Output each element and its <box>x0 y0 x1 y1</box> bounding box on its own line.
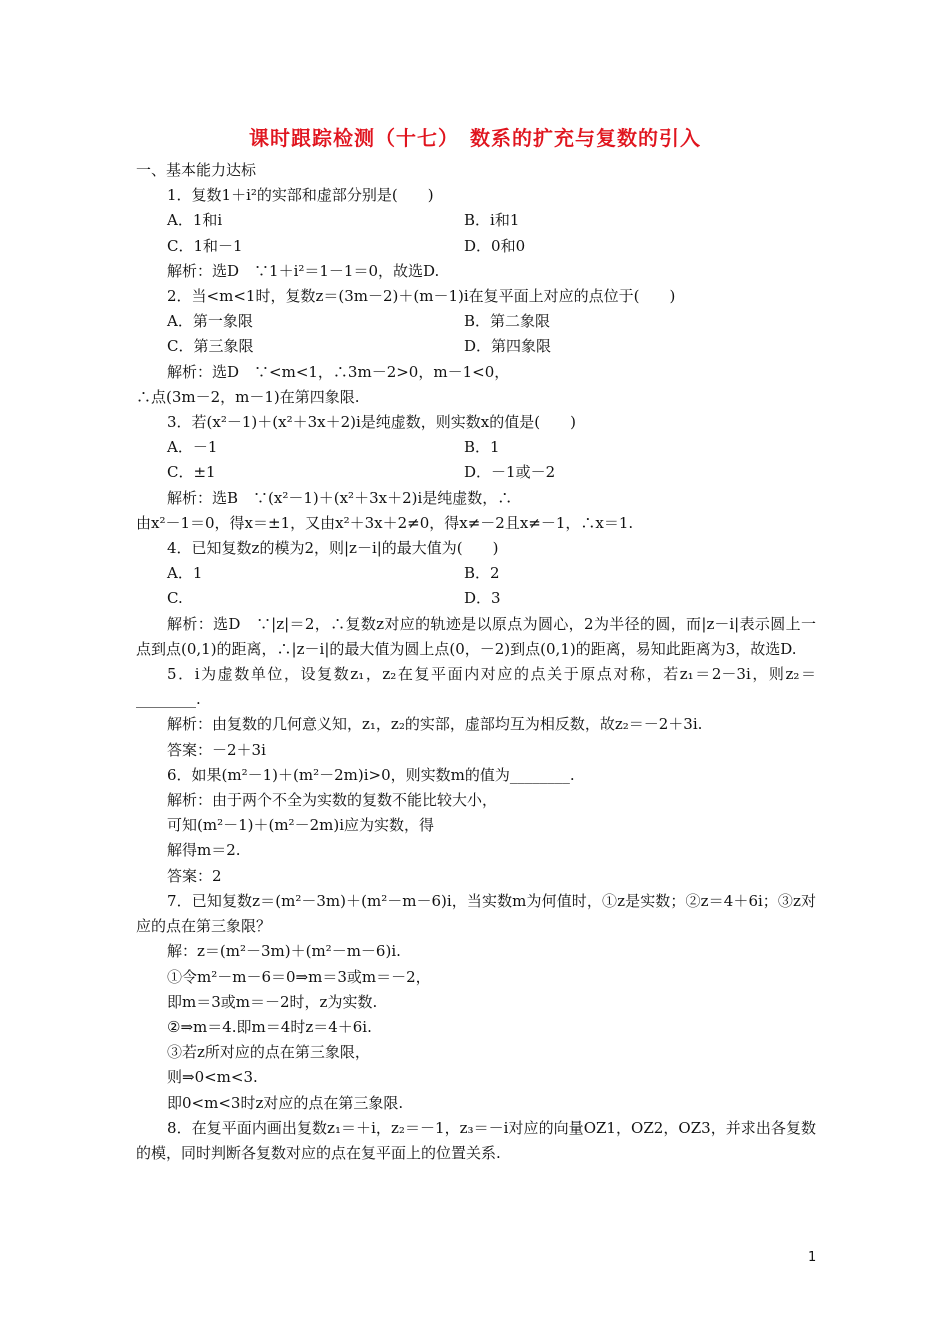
question-2-options-row-1 <box>136 309 816 334</box>
section-heading: 一、基本能力达标 <box>136 161 257 179</box>
question-4-options-row-2 <box>136 586 816 611</box>
question-4-solution: 解析：选D ∵|z|＝2，∴复数z对应的轨迹是以原点为圆心，2为半径的圆，而|z－i|表示圆上一点到点(0,1)的距离，∴|z－i|的最大值为圆上点(0，－2)到点(0,1)的距离，易知此距离为3，故选D. <box>136 614 816 658</box>
option-d: D．3 <box>464 589 501 608</box>
question-7-step-5: ③若z所对应的点在第三象限， <box>167 1043 370 1062</box>
question-7-step-4: ②⇒m＝4.即m＝4时z＝4＋6i. <box>167 1017 372 1036</box>
option-c: C. <box>167 589 183 608</box>
option-a: A．1和i <box>167 211 223 230</box>
question-3-solution-cont: 由x²－1＝0，得x＝±1，又由x²＋3x＋2≠0，得x≠－2且x≠－1，∴x＝1. <box>136 513 634 532</box>
option-c: C．第三象限 <box>167 337 254 356</box>
question-2-solution: 解析：选D ∵<m<1，∴3m－2>0，m－1<0， <box>167 362 510 381</box>
question-3-stem: 3．若(x²－1)＋(x²＋3x＋2)i是纯虚数，则实数x的值是( ) <box>167 413 576 432</box>
option-d: D．第四象限 <box>464 337 552 356</box>
option-c: C．1和－1 <box>167 236 243 255</box>
question-6-solution: 解析：由于两个不全为实数的复数不能比较大小， <box>167 791 498 810</box>
option-d: D．0和0 <box>464 236 526 255</box>
option-c: C．±1 <box>167 463 216 482</box>
question-4-options-row-1 <box>136 561 816 586</box>
option-a: A．－1 <box>167 438 218 457</box>
question-7-step-2: ①令m²－m－6＝0⇒m＝3或m＝－2， <box>167 967 431 986</box>
question-6-answer: 答案：2 <box>167 866 222 885</box>
option-b: B．第二象限 <box>464 312 551 331</box>
question-2-stem: 2．当<m<1时，复数z＝(3m－2)＋(m－1)i在复平面上对应的点位于( ) <box>167 287 676 306</box>
option-b: B．i和1 <box>464 211 520 230</box>
question-5-stem: 5．i为虚数单位，设复数z₁，z₂在复平面内对应的点关于原点对称，若z₁＝2－3i，则z₂＝________. <box>136 665 816 709</box>
page-title: 课时跟踪检测（十七） 数系的扩充与复数的引入 <box>249 126 701 150</box>
option-b: B．2 <box>464 564 500 583</box>
question-1-options-row-1 <box>136 208 816 233</box>
question-3-options-row-2 <box>136 460 816 485</box>
question-5-answer: 答案：－2＋3i <box>167 740 266 759</box>
option-a: A．1 <box>167 564 203 583</box>
option-b: B．1 <box>464 438 500 457</box>
question-2-solution-cont: ∴点(3m－2，m－1)在第四象限. <box>136 387 360 406</box>
question-6-solution-3: 解得m＝2. <box>167 841 241 860</box>
question-3-options-row-1 <box>136 435 816 460</box>
question-1-solution: 解析：选D ∵1＋i²＝1－1＝0，故选D. <box>167 261 440 280</box>
question-6-solution-2: 可知(m²－1)＋(m²－2m)i应为实数，得 <box>167 816 434 835</box>
option-a: A．第一象限 <box>167 312 253 331</box>
question-7-step-3: 即m＝3或m＝－2时，z为实数. <box>167 992 378 1011</box>
question-7-step-6: 则⇒0<m<3. <box>167 1068 258 1087</box>
question-8-stem: 8．在复平面内画出复数z₁＝＋i，z₂＝－1，z₃＝－i对应的向量OZ1，OZ2，OZ3，并求出各复数的模，同时判断各复数对应的点在复平面上的位置关系. <box>136 1118 816 1162</box>
question-5-solution: 解析：由复数的几何意义知，z₁，z₂的实部，虚部均互为相反数，故z₂＝－2＋3i. <box>167 715 703 734</box>
question-1-stem: 1．复数1＋i²的实部和虚部分别是( ) <box>167 186 434 205</box>
document-body <box>136 158 816 1166</box>
question-3-solution: 解析：选B ∵(x²－1)＋(x²＋3x＋2)i是纯虚数，∴ <box>167 488 513 507</box>
page-number: 1 <box>808 1250 817 1265</box>
question-7-step-7: 即0<m<3时z对应的点在第三象限. <box>167 1093 404 1112</box>
question-4-stem: 4．已知复数z的模为2，则|z－i|的最大值为( ) <box>167 539 499 558</box>
question-7-stem: 7．已知复数z＝(m²－3m)＋(m²－m－6)i，当实数m为何值时，①z是实数；②z＝4＋6i；③z对应的点在第三象限？ <box>136 891 816 936</box>
option-d: D．－1或－2 <box>464 463 556 482</box>
question-7-step-1: 解：z＝(m²－3m)＋(m²－m－6)i. <box>167 942 401 961</box>
question-6-stem: 6．如果(m²－1)＋(m²－2m)i>0，则实数m的值为________. <box>167 765 575 784</box>
question-1-options-row-2 <box>136 234 816 259</box>
question-2-options-row-2 <box>136 334 816 359</box>
